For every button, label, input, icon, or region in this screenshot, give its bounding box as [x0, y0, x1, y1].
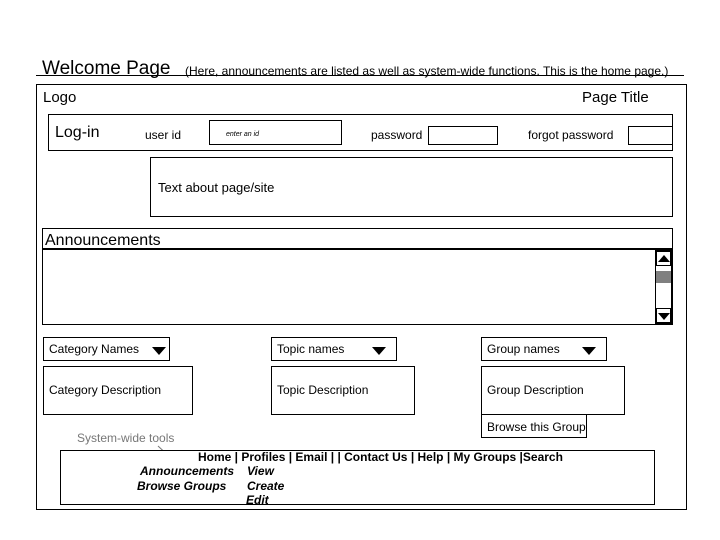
scroll-up-button[interactable] [656, 251, 671, 266]
forgot-password-input[interactable] [628, 126, 673, 145]
logo: Logo [43, 89, 77, 106]
category-description: Category Description [49, 383, 162, 397]
category-description-box [43, 366, 193, 415]
scroll-thumb[interactable] [656, 271, 671, 283]
topic-description: Topic Description [277, 383, 369, 397]
arrow-down-icon [658, 313, 670, 320]
announcements-list[interactable] [42, 249, 673, 325]
tool-announcements[interactable]: Announcements [140, 464, 235, 478]
tool-view[interactable]: View [247, 464, 274, 478]
about-text: Text about page/site [158, 180, 275, 195]
topic-description-box [271, 366, 415, 415]
tool-edit[interactable]: Edit [246, 493, 269, 507]
category-select[interactable] [43, 337, 170, 361]
userid-input-value: enter an id [226, 131, 260, 138]
announcements-header [42, 228, 673, 249]
page-heading: Welcome Page [42, 58, 171, 79]
category-select-label: Category Names [49, 342, 140, 356]
topic-select-label: Topic names [277, 342, 345, 356]
userid-label: user id [145, 128, 182, 142]
scroll-down-button[interactable] [656, 308, 671, 323]
password-label: password [371, 128, 423, 142]
forgot-password-link[interactable]: forgot password [528, 128, 614, 142]
browse-group-label: Browse this Group [487, 420, 586, 434]
page-title: Page Title [582, 89, 649, 106]
system-tools-annotation: System-wide tools [77, 431, 175, 445]
chevron-down-icon [152, 347, 166, 355]
login-label: Log-in [55, 124, 100, 141]
group-select-label: Group names [487, 342, 560, 356]
system-tools-nav[interactable]: Home | Profiles | Email | | Contact Us | Help | My Groups |Search [198, 450, 563, 464]
arrow-up-icon [658, 255, 670, 262]
browse-group-button[interactable] [481, 414, 587, 438]
chevron-down-icon [372, 347, 386, 355]
group-description: Group Description [487, 383, 584, 397]
group-description-box [481, 366, 625, 415]
chevron-down-icon [582, 347, 596, 355]
password-input[interactable] [428, 126, 498, 145]
announcements-scrollbar[interactable] [655, 250, 672, 324]
announcements-title: Announcements [45, 232, 161, 249]
userid-input[interactable] [209, 120, 342, 145]
page-heading-note: (Here, announcements are listed as well as system-wide functions. This is the home page.) [185, 64, 669, 78]
topic-select[interactable] [271, 337, 397, 361]
tool-browse-groups[interactable]: Browse Groups [137, 479, 227, 493]
tool-create[interactable]: Create [247, 479, 285, 493]
heading-underline [36, 75, 684, 76]
about-text-box [150, 157, 673, 217]
group-select[interactable] [481, 337, 607, 361]
